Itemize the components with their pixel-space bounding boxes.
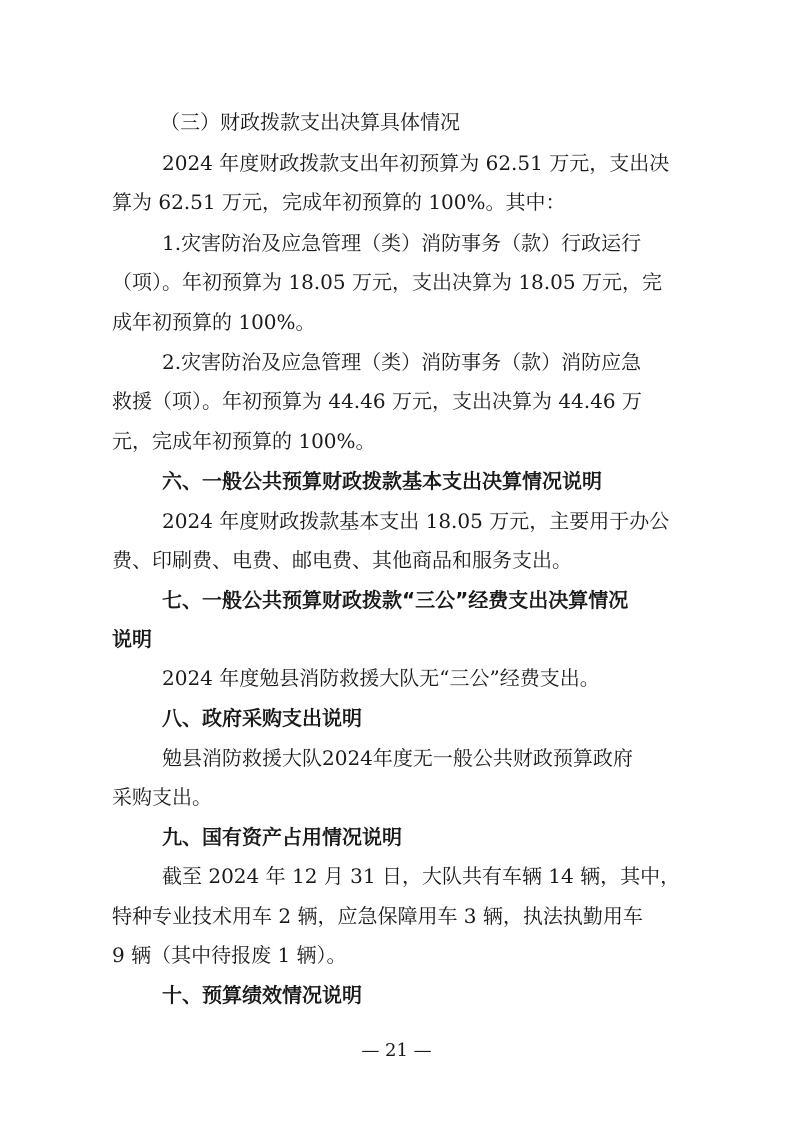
subsection-heading-3: （三）财政拨款支出决算具体情况 xyxy=(160,110,460,134)
paragraph-line: 2024 年度财政拨款支出年初预算为 62.51 万元，支出决 xyxy=(162,151,670,175)
paragraph-line: 采购支出。 xyxy=(112,785,212,809)
paragraph-line: 9 辆（其中待报废 1 辆）。 xyxy=(112,943,347,967)
paragraph-line: 算为 62.51 万元，完成年初预算的 100%。其中： xyxy=(112,190,566,214)
paragraph-line: 元，完成年初预算的 100%。 xyxy=(112,429,376,453)
paragraph-line: 截至 2024 年 12 月 31 日，大队共有车辆 14 辆，其中， xyxy=(162,864,681,888)
paragraph-line: （项）。年初预算为 18.05 万元，支出决算为 18.05 万元，完 xyxy=(112,270,662,294)
section-heading-7-cont: 说明 xyxy=(112,627,152,651)
paragraph-line: 特种专业技术用车 2 辆，应急保障用车 3 辆，执法执勤用车 xyxy=(112,904,643,928)
paragraph-line: 1.灾害防治及应急管理（类）消防事务（款）行政运行 xyxy=(162,231,642,255)
paragraph-line: 费、印刷费、电费、邮电费、其他商品和服务支出。 xyxy=(112,548,572,572)
section-heading-9: 九、国有资产占用情况说明 xyxy=(162,825,402,849)
paragraph-line: 2024 年度财政拨款基本支出 18.05 万元，主要用于办公 xyxy=(162,509,670,533)
paragraph-line: 救援（项）。年初预算为 44.46 万元，支出决算为 44.46 万 xyxy=(112,389,642,413)
section-heading-10: 十、预算绩效情况说明 xyxy=(162,983,362,1007)
section-heading-7: 七、一般公共预算财政拨款“三公”经费支出决算情况 xyxy=(162,588,629,612)
section-heading-8: 八、政府采购支出说明 xyxy=(162,706,362,730)
section-heading-6: 六、一般公共预算财政拨款基本支出决算情况说明 xyxy=(162,469,602,493)
paragraph-line: 成年初预算的 100%。 xyxy=(112,310,316,334)
paragraph-line: 2024 年度勉县消防救援大队无“三公”经费支出。 xyxy=(162,666,600,690)
paragraph-line: 2.灾害防治及应急管理（类）消防事务（款）消防应急 xyxy=(162,350,642,374)
paragraph-line: 勉县消防救援大队2024年度无一般公共财政预算政府 xyxy=(162,746,633,770)
page-number: — 21 — xyxy=(361,1040,432,1061)
